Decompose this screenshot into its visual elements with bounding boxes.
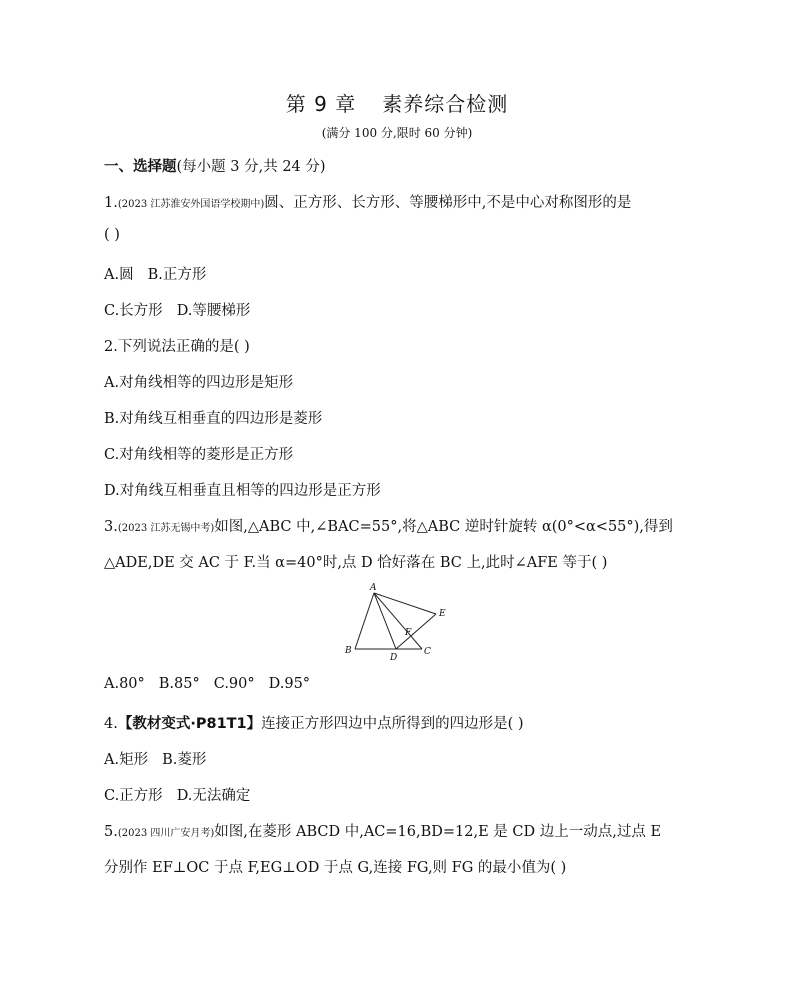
segment-ab	[355, 593, 374, 649]
option-d: D.95°	[268, 676, 311, 692]
option-b: B.正方形	[147, 267, 207, 283]
option-a: A.对角线相等的四边形是矩形	[104, 375, 294, 391]
question-1-stem	[104, 191, 631, 212]
segment-ad	[374, 593, 396, 649]
label-d: D	[390, 653, 398, 663]
section-title: 一、选择题	[104, 159, 177, 175]
option-b: B.85°	[158, 676, 200, 692]
label-e: E	[439, 609, 446, 619]
question-3-stem-line1	[104, 515, 673, 536]
question-number: 5.	[104, 824, 118, 840]
question-text: 如图,在菱形 ABCD 中,AC=16,BD=12,E 是 CD 边上一动点,过点 E	[214, 824, 662, 840]
question-2-stem: 2.下列说法正确的是( )	[104, 339, 250, 355]
option-c: C.对角线相等的菱形是正方形	[104, 447, 294, 463]
option-b: B.对角线互相垂直的四边形是菱形	[104, 411, 323, 427]
option-a: A.矩形	[104, 752, 149, 768]
chapter-title	[0, 88, 794, 117]
label-b: B	[345, 646, 352, 656]
label-c: C	[424, 647, 431, 657]
question-number: 4.	[104, 716, 118, 732]
question-4-stem	[104, 712, 524, 733]
question-1-options-row1	[104, 263, 206, 284]
question-5-stem-line2: 分别作 EF⊥OC 于点 F,EG⊥OD 于点 G,连接 FG,则 FG 的最小值为( )	[104, 860, 567, 876]
question-source: (2023 江苏淮安外国语学校期中)	[117, 199, 265, 210]
question-5-stem-line1	[104, 820, 661, 841]
option-c: C.90°	[213, 676, 255, 692]
label-a: A	[370, 583, 377, 593]
question-4-options-row2	[104, 784, 250, 805]
option-d: D.无法确定	[176, 788, 251, 804]
exam-subtitle: (满分 100 分,限时 60 分钟)	[321, 126, 473, 140]
option-c: C.正方形	[104, 788, 163, 804]
chapter-number: 第 9 章	[285, 92, 357, 116]
section-heading	[104, 155, 326, 176]
option-a: A.80°	[104, 676, 145, 692]
chapter-name: 素养综合检测	[382, 92, 509, 116]
question-3-options	[104, 676, 310, 692]
question-3-stem-line2: △ADE,DE 交 AC 于 F.当 α=40°时,点 D 恰好落在 BC 上,此时∠AFE 等于( )	[104, 555, 608, 571]
question-4-options-row1	[104, 748, 206, 769]
question-1-options-row2	[104, 299, 250, 320]
question-text: 圆、正方形、长方形、等腰梯形中,不是中心对称图形的是	[264, 195, 632, 211]
option-d: D.等腰梯形	[176, 303, 251, 319]
question-number: 1.	[104, 195, 118, 211]
label-f: F	[405, 628, 412, 638]
question-source: (2023 江苏无锡中考)	[117, 523, 215, 534]
option-d: D.对角线互相垂直且相等的四边形是正方形	[104, 483, 381, 499]
question-text: 连接正方形四边中点所得到的四边形是( )	[261, 716, 524, 732]
option-a: A.圆	[104, 267, 134, 283]
segment-de	[396, 614, 436, 649]
question-number: 3.	[104, 519, 118, 535]
option-c: C.长方形	[104, 303, 163, 319]
textbook-variant-tag: 【教材变式·P81T1】	[117, 716, 262, 732]
section-note: (每小题 3 分,共 24 分)	[176, 159, 326, 175]
question-source: (2023 四川广安月考)	[117, 828, 215, 839]
triangle-rotation-figure	[340, 580, 460, 664]
question-text: 如图,△ABC 中,∠BAC=55°,将△ABC 逆时针旋转 α(0°<α<55°),得到	[214, 519, 673, 535]
answer-parenthesis: ( )	[104, 227, 120, 243]
option-b: B.菱形	[162, 752, 207, 768]
